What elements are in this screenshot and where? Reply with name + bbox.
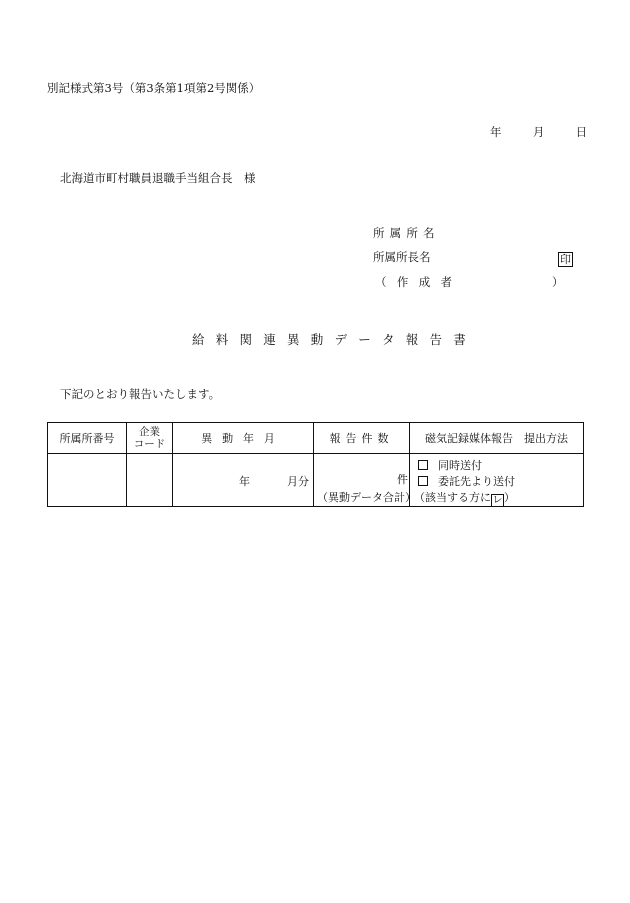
seal-label: 印 — [560, 253, 571, 266]
header-office-no: 所属所番号 — [48, 423, 127, 454]
date-day: 日 — [575, 125, 588, 139]
cell-method — [410, 454, 584, 507]
header-company-code — [127, 423, 173, 454]
count-note: （異動データ合計） — [317, 491, 416, 504]
count-unit: 件 — [397, 473, 408, 486]
date-month: 月 — [532, 125, 545, 139]
addressee: 北海道市町村職員退職手当組合長 様 — [60, 171, 256, 185]
checkbox-icon[interactable] — [418, 460, 428, 470]
date-line — [490, 124, 587, 140]
cell-office-no[interactable] — [48, 454, 127, 507]
header-method: 磁気記録媒体報告 提出方法 — [410, 423, 584, 454]
document-title: 給料関連異動データ報告書 — [192, 332, 478, 347]
method-option-1-label: 同時送付 — [438, 459, 482, 472]
checkmark-icon: レ — [492, 495, 503, 506]
preparer-close: ） — [552, 275, 564, 289]
method-note — [414, 489, 515, 507]
header-company-code-line1: 企業 — [139, 426, 160, 438]
table-header-row — [48, 423, 584, 454]
header-company-code-line2: コード — [133, 438, 166, 450]
checkbox-icon[interactable] — [418, 476, 428, 486]
office-name-label: 所属所名 — [373, 226, 440, 240]
method-note-suffix: ） — [504, 491, 515, 504]
method-option-outsourced[interactable] — [418, 473, 515, 489]
method-option-2-label: 委託先より送付 — [438, 475, 515, 488]
seal-mark — [558, 248, 573, 267]
intro-text: 下記のとおり報告いたします。 — [60, 387, 221, 401]
date-year: 年 — [490, 125, 502, 139]
period-year-unit: 年 — [239, 475, 250, 488]
period-month-unit: 月分 — [287, 475, 309, 488]
method-option-simultaneous[interactable] — [418, 457, 482, 473]
cell-period[interactable] — [173, 454, 314, 507]
cell-count[interactable] — [314, 454, 416, 507]
cell-company-code[interactable] — [127, 454, 173, 507]
method-note-prefix: （該当する方に — [414, 491, 491, 504]
header-count: 報告件数 — [314, 423, 410, 454]
preparer-label: （作成者 — [375, 275, 463, 289]
form-reference: 別記様式第3号（第3条第1項第2号関係） — [47, 81, 261, 95]
table-row — [48, 454, 584, 507]
office-head-label: 所属所長名 — [373, 250, 431, 264]
report-table — [47, 422, 584, 507]
header-period: 異動年月 — [173, 423, 314, 454]
